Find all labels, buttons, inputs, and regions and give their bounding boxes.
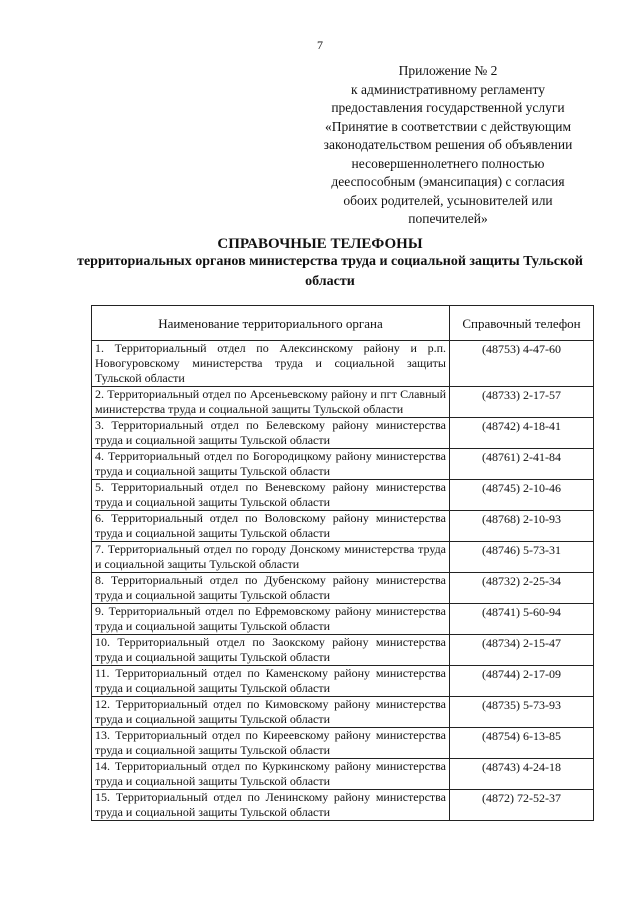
appendix-line: Приложение № 2 xyxy=(398,63,498,78)
organ-name-cell: 4. Территориальный отдел по Богородицкому району министерства труда и социальной защиты Тульской области xyxy=(92,449,450,480)
organ-name-cell: 15. Территориальный отдел по Ленинскому району министерства труда и социальной защиты Тульской области xyxy=(92,790,450,821)
organ-name-cell: 11. Территориальный отдел по Каменскому району министерства труда и социальной защиты Тульской области xyxy=(92,666,450,697)
table-row xyxy=(92,697,594,728)
phone-cell: (48754) 6-13-85 xyxy=(450,728,594,759)
appendix-line: дееспособным (эмансипация) с согласия xyxy=(331,174,565,189)
table-row xyxy=(92,573,594,604)
column-header-phone: Справочный телефон xyxy=(450,306,594,341)
organ-name-cell: 5. Территориальный отдел по Веневскому району министерства труда и социальной защиты Тульской области xyxy=(92,480,450,511)
appendix-line: к административному регламенту xyxy=(351,81,545,97)
phone-cell: (48734) 2-15-47 xyxy=(450,635,594,666)
table-row xyxy=(92,480,594,511)
table-row xyxy=(92,511,594,542)
phone-cell: (48753) 4-47-60 xyxy=(450,341,594,387)
phone-cell: (48761) 2-41-84 xyxy=(450,449,594,480)
organ-name-cell: 9. Территориальный отдел по Ефремовскому району министерства труда и социальной защиты Тульской области xyxy=(92,604,450,635)
appendix-line: законодательством решения об объявлении xyxy=(323,137,573,152)
organ-name-cell: 2. Территориальный отдел по Арсеньевскому району и пгт Славный министерства труда и социальной защиты Тульской области xyxy=(92,387,450,418)
organ-name-cell: 7. Территориальный отдел по городу Донскому министерства труда и социальной защиты Тульской области xyxy=(92,542,450,573)
table-row xyxy=(92,542,594,573)
phone-cell: (48746) 5-73-31 xyxy=(450,542,594,573)
phone-cell: (48741) 5-60-94 xyxy=(450,604,594,635)
organ-name-cell: 12. Территориальный отдел по Кимовскому району министерства труда и социальной защиты Тульской области xyxy=(92,697,450,728)
organ-name-cell: 1. Территориальный отдел по Алексинскому району и р.п. Новогуровскому министерства труда и социальной защиты Тульской области xyxy=(92,341,450,387)
table-row xyxy=(92,759,594,790)
appendix-line: предоставления государственной услуги xyxy=(331,100,565,115)
page-number: 7 xyxy=(317,38,323,52)
table-row xyxy=(92,387,594,418)
phone-cell: (48733) 2-17-57 xyxy=(450,387,594,418)
phone-cell: (4872) 72-52-37 xyxy=(450,790,594,821)
table-row xyxy=(92,635,594,666)
table-row xyxy=(92,418,594,449)
phone-cell: (48735) 5-73-93 xyxy=(450,697,594,728)
appendix-line: попечителей» xyxy=(408,211,488,226)
table-row xyxy=(92,728,594,759)
phone-cell: (48742) 4-18-41 xyxy=(450,418,594,449)
table-row xyxy=(92,341,594,387)
column-header-name: Наименование территориального органа xyxy=(92,306,450,341)
organ-name-cell: 3. Территориальный отдел по Белевскому району министерства труда и социальной защиты Тульской области xyxy=(92,418,450,449)
organ-name-cell: 14. Территориальный отдел по Куркинскому району министерства труда и социальной защиты Тульской области xyxy=(92,759,450,790)
appendix-line: несовершеннолетнего полностью xyxy=(351,155,545,171)
phone-cell: (48768) 2-10-93 xyxy=(450,511,594,542)
phone-cell: (48745) 2-10-46 xyxy=(450,480,594,511)
phone-directory-table xyxy=(91,305,594,821)
table-row xyxy=(92,604,594,635)
table-row xyxy=(92,666,594,697)
phone-cell: (48732) 2-25-34 xyxy=(450,573,594,604)
table-body xyxy=(92,341,594,821)
appendix-line: обоих родителей, усыновителей или xyxy=(343,192,553,208)
table-header-row xyxy=(92,306,594,341)
organ-name-cell: 13. Территориальный отдел по Киреевскому району министерства труда и социальной защиты Тульской области xyxy=(92,728,450,759)
phone-cell: (48744) 2-17-09 xyxy=(450,666,594,697)
table-row xyxy=(92,449,594,480)
organ-name-cell: 6. Территориальный отдел по Воловскому району министерства труда и социальной защиты Тульской области xyxy=(92,511,450,542)
table-row xyxy=(92,790,594,821)
document-title: СПРАВОЧНЫЕ ТЕЛЕФОНЫ xyxy=(217,236,423,252)
organ-name-cell: 8. Территориальный отдел по Дубенскому району министерства труда и социальной защиты Тульской области xyxy=(92,573,450,604)
appendix-caption xyxy=(298,62,598,229)
organ-name-cell: 10. Территориальный отдел по Заокскому району министерства труда и социальной защиты Тульской области xyxy=(92,635,450,666)
phone-cell: (48743) 4-24-18 xyxy=(450,759,594,790)
document-subtitle: территориальных органов министерства труда и социальной защиты Тульской области xyxy=(77,254,583,289)
appendix-line: «Принятие в соответствии с действующим xyxy=(324,118,572,134)
